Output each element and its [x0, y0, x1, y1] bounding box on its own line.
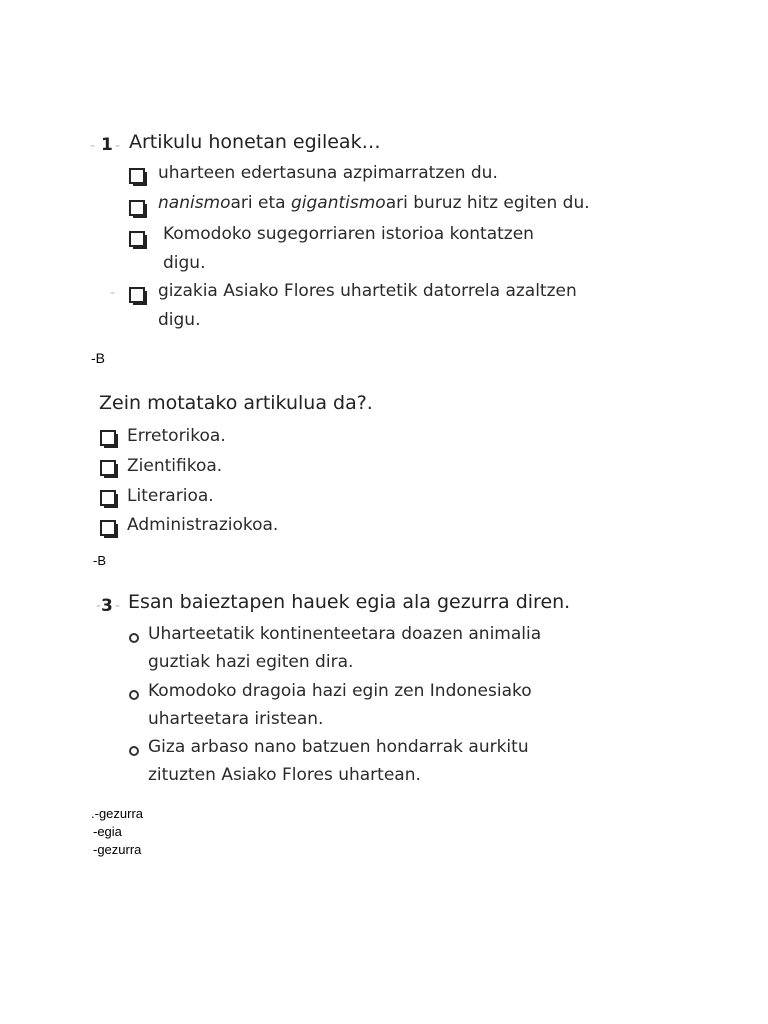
- q3-item-1-line-2: guztiak hazi egiten dira.: [148, 652, 354, 672]
- checkbox-q1-d[interactable]: [129, 287, 145, 303]
- checkbox-q1-a[interactable]: [129, 168, 145, 184]
- margin-dash: -: [90, 138, 96, 154]
- q1-option-b-plain-2: ari buruz hitz egiten du.: [385, 193, 590, 213]
- q1-option-d-line-2: digu.: [158, 310, 201, 330]
- q2-option-a: Erretorikoa.: [127, 426, 226, 446]
- bullet-icon: [129, 746, 139, 756]
- checkbox-q1-b[interactable]: [129, 200, 145, 216]
- q1-option-b-italic-1: nanismo: [158, 193, 231, 213]
- q1-option-c-line-1: Komodoko sugegorriaren istorioa kontatzen: [163, 224, 534, 244]
- q1-option-b-italic-2: gigantismo: [291, 193, 386, 213]
- q1-option-a-text: uharteen edertasuna azpimarratzen du.: [158, 163, 498, 183]
- checkbox-q1-c[interactable]: [129, 231, 145, 247]
- q1-option-c-line-2: digu.: [163, 253, 206, 273]
- q3-item-2-line-2: uharteetara iristean.: [148, 709, 324, 729]
- checkbox-q2-d[interactable]: [100, 520, 116, 536]
- q3-answer-1: .-gezurra: [91, 806, 144, 821]
- q2-option-c: Literarioa.: [127, 486, 214, 506]
- q3-answer-3: -gezurra: [93, 842, 142, 857]
- q3-item-3-line-2: zituzten Asiako Flores uhartean.: [148, 765, 421, 785]
- bullet-icon: [129, 633, 139, 643]
- margin-dash: -: [115, 138, 121, 154]
- checkbox-q2-c[interactable]: [100, 490, 116, 506]
- q2-answer: -B: [93, 553, 106, 568]
- question-3-title: Esan baieztapen hauek egia ala gezurra diren.: [128, 591, 571, 613]
- question-3-number: 3: [101, 596, 113, 616]
- checkbox-q2-a[interactable]: [100, 430, 116, 446]
- q2-option-b: Zientifikoa.: [127, 456, 223, 476]
- q2-option-d: Administraziokoa.: [127, 515, 279, 535]
- q3-answer-2: -egia: [93, 824, 122, 839]
- q3-item-3-line-1: Giza arbaso nano batzuen hondarrak aurkitu: [148, 737, 529, 757]
- q1-answer: -B: [91, 350, 105, 366]
- q1-option-b-text: [158, 193, 590, 213]
- q1-option-d-line-1: gizakia Asiako Flores uhartetik datorrela azaltzen: [158, 281, 577, 301]
- q3-item-1-line-1: Uharteetatik kontinenteetara doazen animalia: [148, 624, 542, 644]
- margin-dash: -: [115, 598, 121, 614]
- margin-dash: -: [96, 598, 102, 614]
- question-1-number: 1: [101, 135, 113, 155]
- checkbox-q2-b[interactable]: [100, 460, 116, 476]
- q1-option-b-plain-1: ari eta: [230, 193, 291, 213]
- q3-item-2-line-1: Komodoko dragoia hazi egin zen Indonesiako: [148, 681, 532, 701]
- question-1-title: Artikulu honetan egileak…: [129, 131, 381, 153]
- bullet-icon: [129, 690, 139, 700]
- margin-dash: -: [110, 285, 116, 301]
- question-2-title: Zein motatako artikulua da?.: [99, 392, 373, 414]
